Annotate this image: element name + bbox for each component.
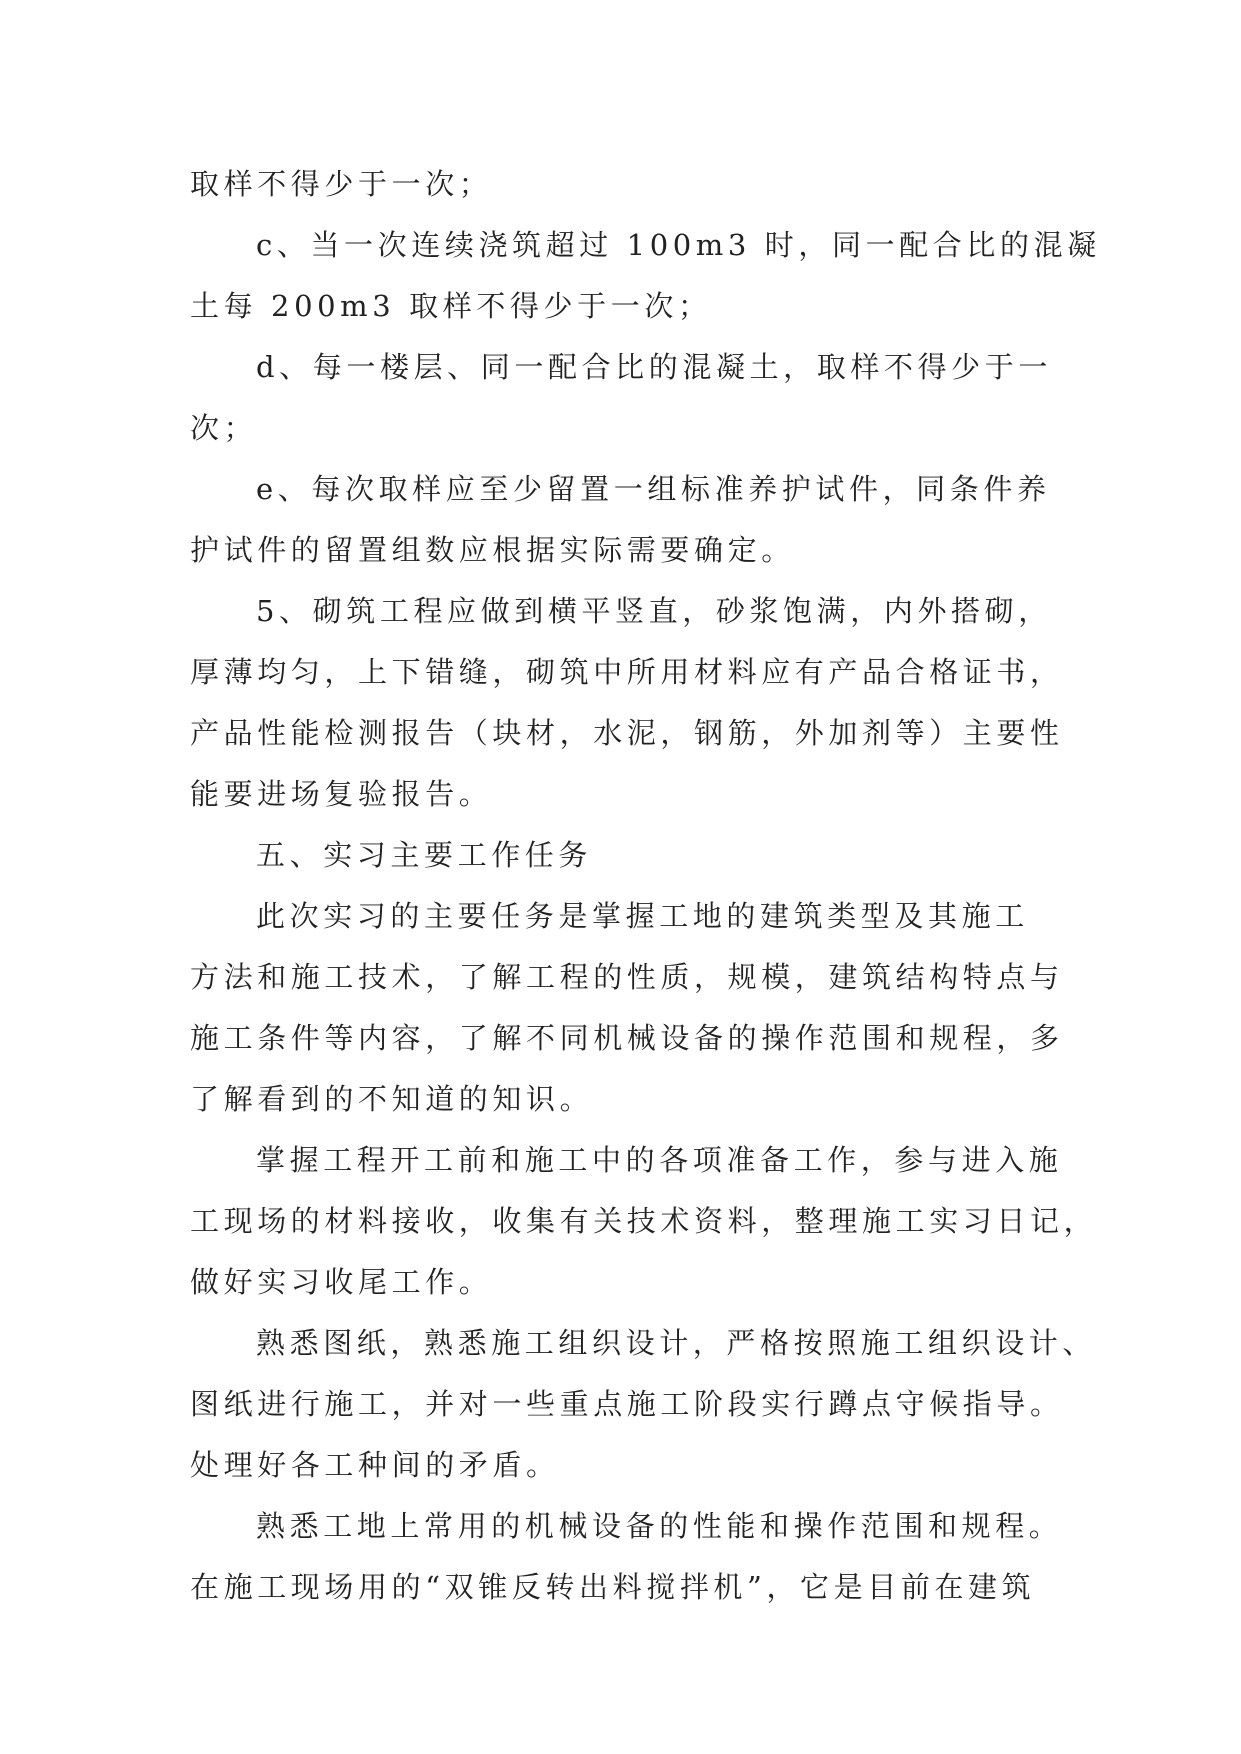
text-line: d、每一楼层、同一配合比的混凝土，取样不得少于一 xyxy=(256,350,1052,384)
text-line: 产品性能检测报告（块材，水泥，钢筋，外加剂等）主要性 xyxy=(190,716,1064,750)
text-line: 施工条件等内容，了解不同机械设备的操作范围和规程，多 xyxy=(190,1021,1064,1055)
text-line: 次； xyxy=(190,411,258,445)
text-line: 图纸进行施工，并对一些重点施工阶段实行蹲点守候指导。 xyxy=(190,1387,1064,1421)
section-heading: 五、实习主要工作任务 xyxy=(256,838,593,872)
text-line: 掌握工程开工前和施工中的各项准备工作，参与进入施 xyxy=(256,1143,1063,1177)
text-line: 工现场的材料接收，收集有关技术资料，整理施工实习日记， xyxy=(190,1204,1098,1238)
text-line: 取样不得少于一次； xyxy=(190,167,493,201)
text-line: 厚薄均匀，上下错缝，砌筑中所用材料应有产品合格证书， xyxy=(190,655,1064,689)
text-line: 做好实习收尾工作。 xyxy=(190,1265,493,1299)
text-line: 熟悉图纸，熟悉施工组织设计，严格按照施工组织设计、 xyxy=(256,1326,1097,1360)
text-line: 了解看到的不知道的知识。 xyxy=(190,1082,594,1116)
text-line: c、当一次连续浇筑超过 100m3 时，同一配合比的混凝 xyxy=(256,228,1101,262)
text-line: 5、砌筑工程应做到横平竖直，砂浆饱满，内外搭砌， xyxy=(256,594,1052,628)
text-line: 此次实习的主要任务是掌握工地的建筑类型及其施工 xyxy=(256,899,1029,933)
text-line: 处理好各工种间的矛盾。 xyxy=(190,1448,560,1482)
text-line: 熟悉工地上常用的机械设备的性能和操作范围和规程。 xyxy=(256,1509,1063,1543)
text-line: 护试件的留置组数应根据实际需要确定。 xyxy=(190,533,795,567)
text-line: 在施工现场用的“双锥反转出料搅拌机”，它是目前在建筑 xyxy=(190,1570,1036,1604)
text-line: e、每次取样应至少留置一组标准养护试件，同条件养 xyxy=(256,472,1051,506)
text-line: 能要进场复验报告。 xyxy=(190,777,493,811)
text-line: 土每 200m3 取样不得少于一次； xyxy=(190,289,712,323)
text-line: 方法和施工技术，了解工程的性质，规模，建筑结构特点与 xyxy=(190,960,1064,994)
